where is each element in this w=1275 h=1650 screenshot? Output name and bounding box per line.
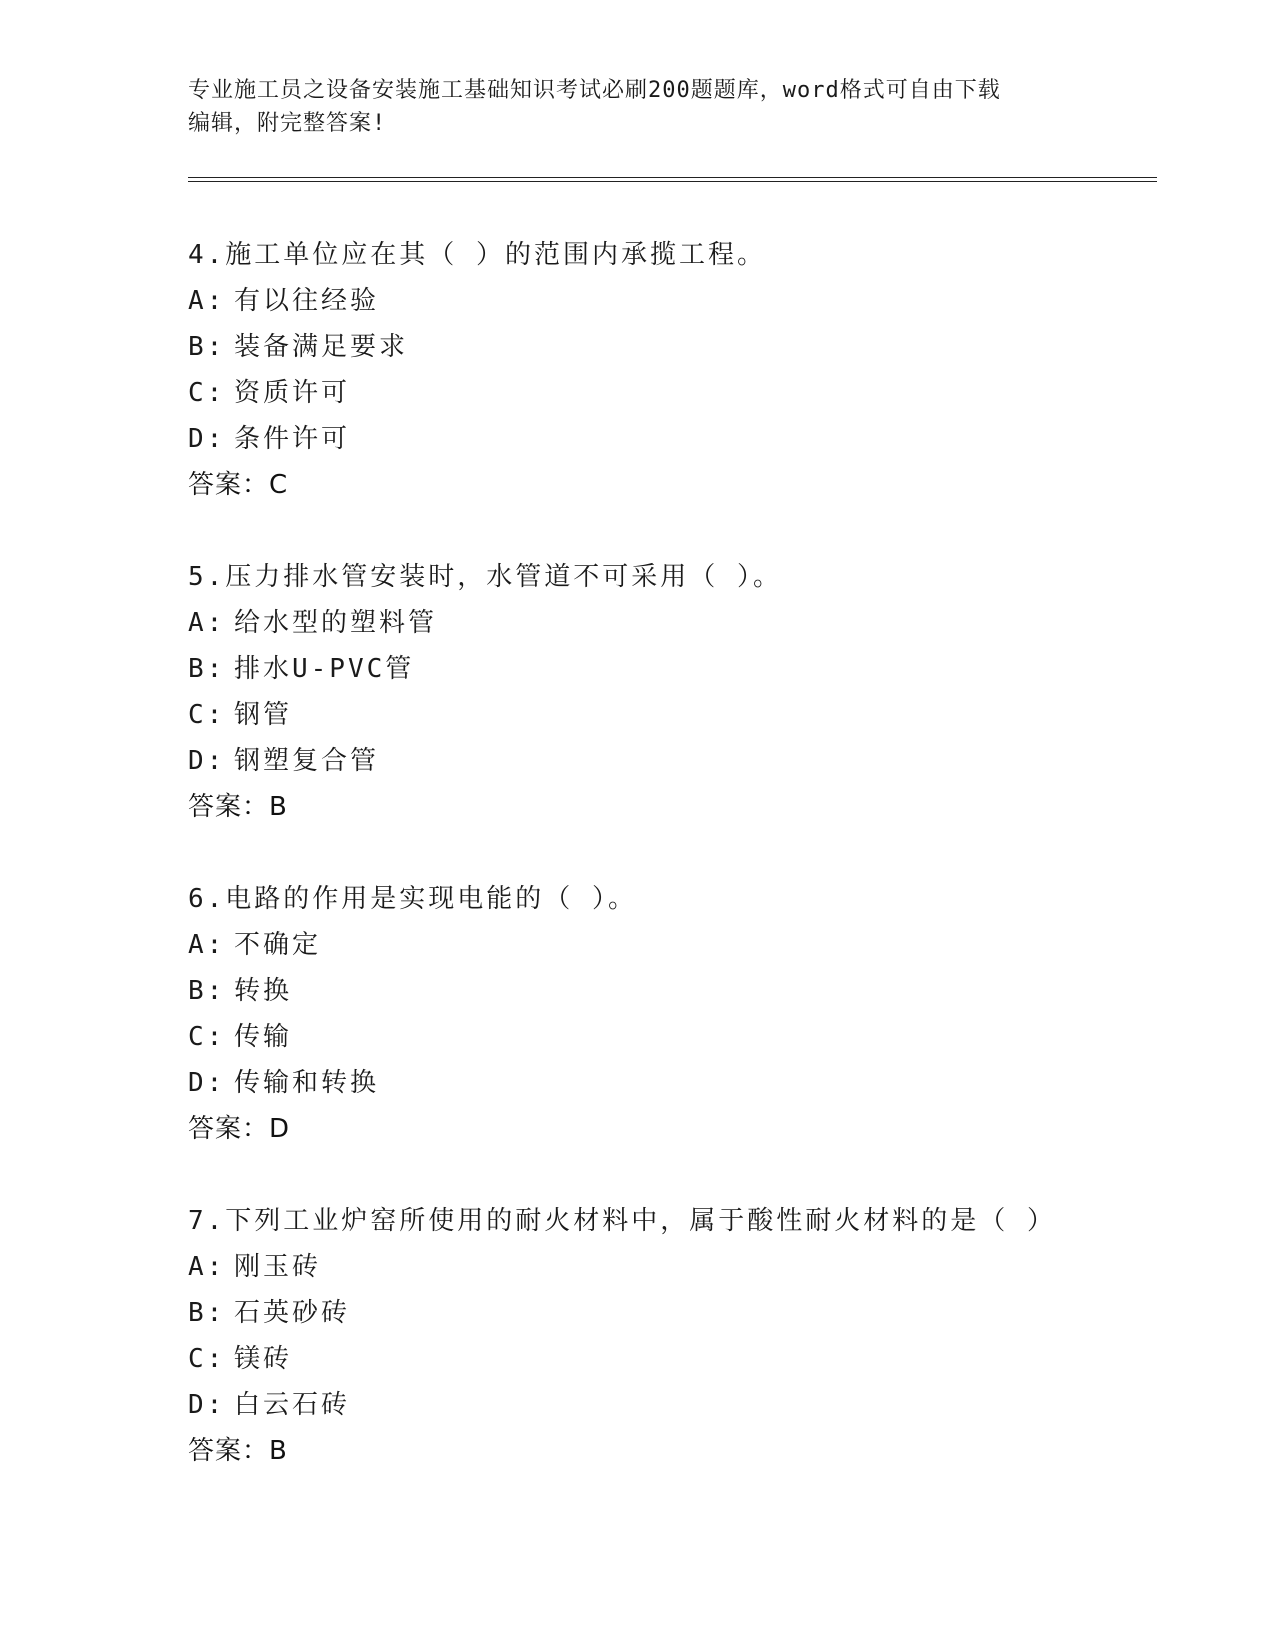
answer-line: 答案：C (188, 470, 289, 500)
option-letter: A: (188, 286, 226, 316)
document-header (188, 74, 1088, 140)
option-d (188, 416, 1148, 462)
option-text: 白云石砖 (234, 1390, 351, 1420)
option-text: 给水型的塑料管 (234, 608, 438, 638)
option-text: 传输和转换 (234, 1068, 380, 1098)
option-letter: B: (188, 1298, 226, 1328)
option-text: 传输 (234, 1022, 293, 1052)
option-d (188, 1382, 1148, 1428)
option-text: 条件许可 (234, 424, 351, 454)
option-a (188, 600, 1148, 646)
option-c (188, 692, 1148, 738)
option-c (188, 370, 1148, 416)
option-text: 装备满足要求 (234, 332, 409, 362)
question-stem: 5.压力排水管安装时，水管道不可采用（ ）。 (188, 562, 782, 592)
option-b (188, 324, 1148, 370)
option-b (188, 646, 1148, 692)
option-letter: D: (188, 1068, 226, 1098)
option-a (188, 922, 1148, 968)
option-a (188, 1244, 1148, 1290)
answer-line: 答案：D (188, 1114, 291, 1144)
question-4 (188, 232, 1148, 508)
option-letter: D: (188, 746, 226, 776)
option-a (188, 278, 1148, 324)
option-text: 刚玉砖 (234, 1252, 322, 1282)
option-text: 不确定 (234, 930, 322, 960)
option-letter: C: (188, 1022, 226, 1052)
question-stem: 4.施工单位应在其（ ）的范围内承揽工程。 (188, 240, 766, 270)
option-d (188, 1060, 1148, 1106)
option-text: 有以往经验 (234, 286, 380, 316)
question-stem: 7.下列工业炉窑所使用的耐火材料中，属于酸性耐火材料的是（ ） (188, 1206, 1056, 1236)
option-letter: B: (188, 332, 226, 362)
option-c (188, 1336, 1148, 1382)
option-text: 钢管 (234, 700, 293, 730)
option-letter: C: (188, 700, 226, 730)
option-c (188, 1014, 1148, 1060)
option-letter: C: (188, 378, 226, 408)
question-7 (188, 1198, 1148, 1474)
option-letter: D: (188, 1390, 226, 1420)
option-letter: A: (188, 930, 226, 960)
question-stem: 6.电路的作用是实现电能的（ ）。 (188, 884, 637, 914)
option-b (188, 1290, 1148, 1336)
option-text: 镁砖 (234, 1344, 293, 1374)
question-list (188, 232, 1148, 1520)
option-letter: A: (188, 1252, 226, 1282)
option-letter: A: (188, 608, 226, 638)
option-text: 排水U-PVC管 (234, 654, 415, 684)
option-letter: C: (188, 1344, 226, 1374)
option-text: 转换 (234, 976, 293, 1006)
option-letter: B: (188, 654, 226, 684)
header-divider (188, 177, 1157, 182)
option-text: 石英砂砖 (234, 1298, 351, 1328)
option-text: 钢塑复合管 (234, 746, 380, 776)
option-letter: D: (188, 424, 226, 454)
question-5 (188, 554, 1148, 830)
question-6 (188, 876, 1148, 1152)
answer-line: 答案：B (188, 1436, 288, 1466)
option-d (188, 738, 1148, 784)
header-title-line-1: 专业施工员之设备安装施工基础知识考试必刷200题题库，word格式可自由下载 (188, 78, 1001, 103)
option-b (188, 968, 1148, 1014)
answer-line: 答案：B (188, 792, 288, 822)
option-letter: B: (188, 976, 226, 1006)
header-title-line-2: 编辑，附完整答案! (188, 111, 387, 136)
option-text: 资质许可 (234, 378, 351, 408)
